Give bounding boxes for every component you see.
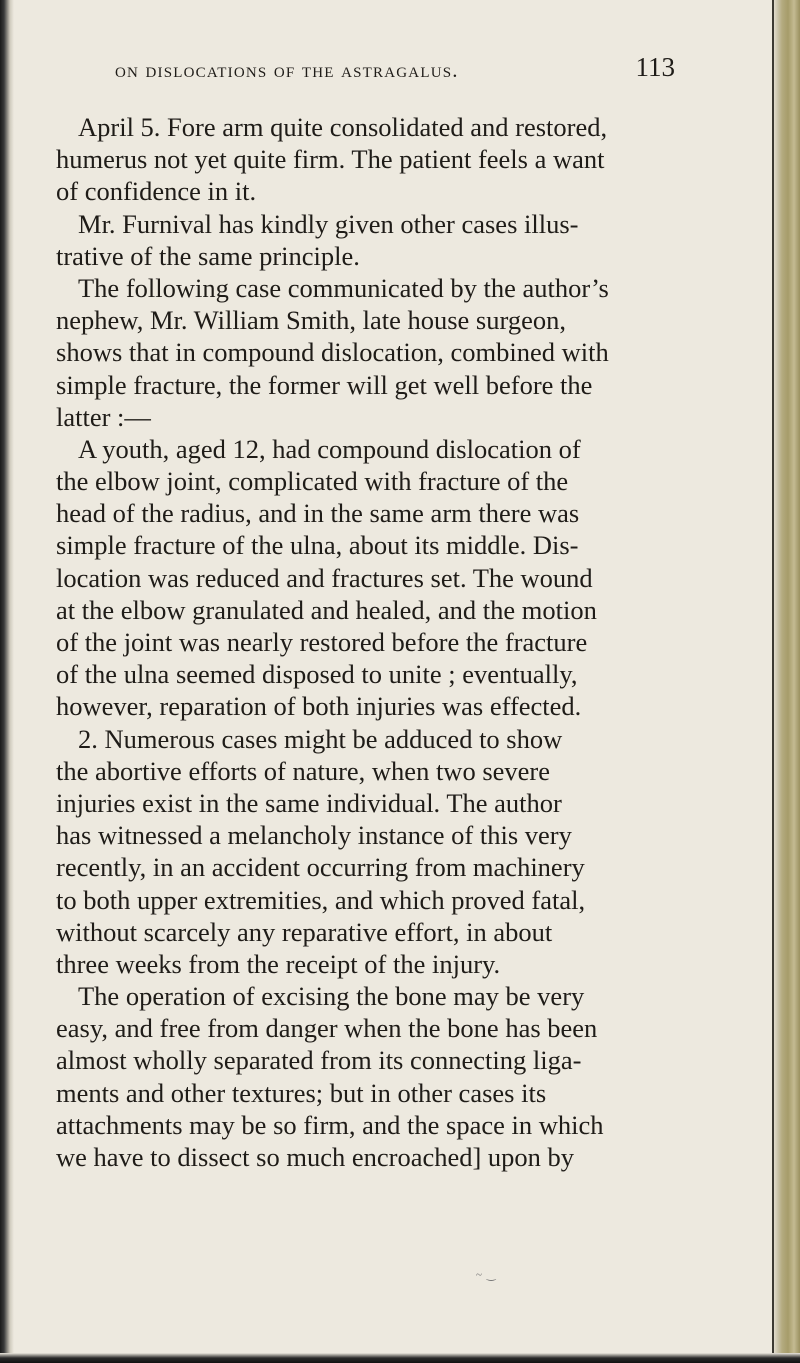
footer-mark: ~ ‿	[476, 1269, 497, 1281]
page-left-edge-shadow	[0, 0, 14, 1363]
text-line: of confidence in it.	[56, 176, 257, 207]
text-line: A youth, aged 12, had compound dislocation of	[78, 433, 581, 464]
running-head: on dislocations of the astragalus.	[115, 58, 459, 82]
text-line: at the elbow granulated and healed, and the motion	[56, 594, 597, 625]
text-line: humerus not yet quite firm. The patient feels a want	[56, 144, 605, 175]
text-line: Mr. Furnival has kindly given other cases illus-	[78, 208, 579, 239]
text-line: without scarcely any reparative effort, in about	[56, 916, 553, 947]
text-line: April 5. Fore arm quite consolidated and restored,	[78, 112, 608, 142]
text-line: injuries exist in the same individual. The author	[56, 787, 562, 818]
text-line: three weeks from the receipt of the injury.	[56, 948, 501, 979]
text-line: to both upper extremities, and which proved fatal,	[56, 884, 586, 915]
text-line: however, reparation of both injuries was effected.	[56, 691, 582, 722]
text-line: 2. Numerous cases might be adduced to show	[78, 723, 563, 754]
text-line: The operation of excising the bone may be very	[78, 981, 585, 1012]
text-line: we have to dissect so much encroached] upon by	[56, 1142, 575, 1172]
text-line: of the joint was nearly restored before the fracture	[56, 627, 588, 657]
text-line: latter :—	[56, 401, 151, 432]
text-line: The following case communicated by the author’s	[78, 272, 609, 303]
text-line: location was reduced and fractures set. The wound	[56, 562, 593, 593]
text-line: shows that in compound dislocation, combined with	[56, 337, 609, 368]
page-bottom-edge-shadow	[0, 1353, 800, 1363]
page-number: 113	[635, 52, 675, 82]
page-right-edge-binding	[772, 0, 800, 1363]
text-line: the elbow joint, complicated with fracture of the	[56, 466, 569, 497]
page-header	[115, 52, 675, 92]
text-line: attachments may be so firm, and the space in which	[56, 1109, 604, 1140]
text-line: simple fracture, the former will get well before the	[56, 369, 593, 400]
text-line: simple fracture of the ulna, about its middle. Dis-	[56, 530, 579, 561]
text-line: nephew, Mr. William Smith, late house surgeon,	[56, 305, 566, 336]
text-line: recently, in an accident occurring from machinery	[56, 852, 585, 883]
text-line: head of the radius, and in the same arm there was	[56, 498, 580, 529]
text-line: has witnessed a melancholy instance of this very	[56, 820, 572, 851]
body-text	[56, 111, 766, 1173]
text-line: of the ulna seemed disposed to unite ; eventually,	[56, 659, 578, 690]
text-line: trative of the same principle.	[56, 240, 360, 271]
text-line: the abortive efforts of nature, when two severe	[56, 755, 550, 786]
text-line: ments and other textures; but in other cases its	[56, 1077, 547, 1108]
text-line: easy, and free from danger when the bone has been	[56, 1013, 598, 1044]
page-right-edge-line	[772, 0, 774, 1363]
text-line: almost wholly separated from its connecting liga-	[56, 1045, 582, 1076]
